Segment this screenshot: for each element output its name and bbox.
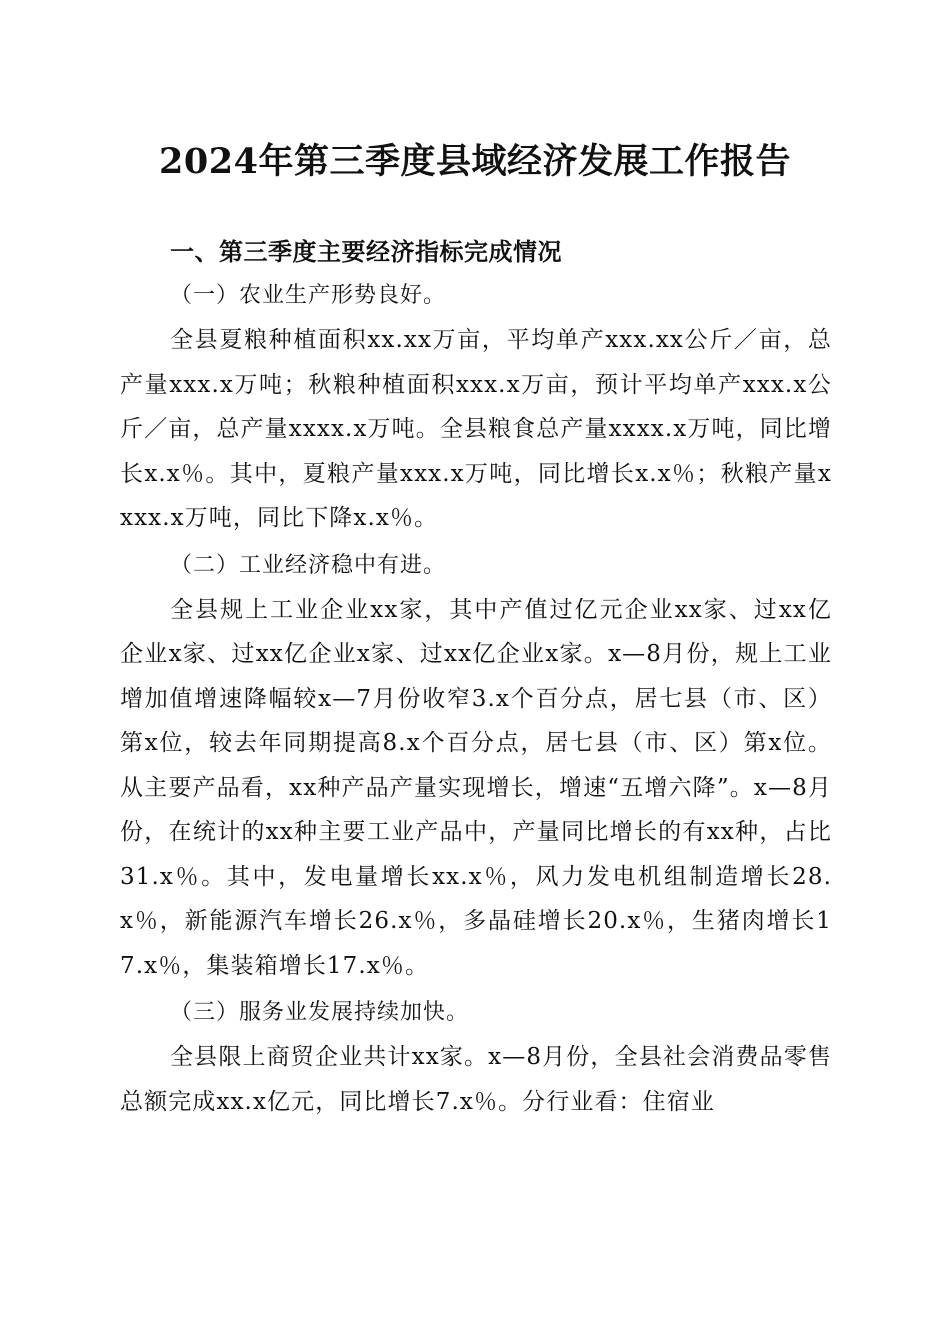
paragraph-agriculture: 全县夏粮种植面积xx.xx万亩，平均单产xxx.xx公斤／亩，总产量xxx.x万吨；秋粮种植面积xxx.x万亩，预计平均单产xxx.x公斤／亩，总产量xxxx.x万吨。全县粮食总产量xxxx.x万吨，同比增长x.x％。其中，夏粮产量xxx.x万吨，同比增长x.x％；秋粮产量xxxx.x万吨，同比下降x.x％。 xyxy=(120,327,832,531)
section-heading-1: 一、第三季度主要经济指标完成情况 xyxy=(170,238,562,266)
paragraph-services: 全县限上商贸企业共计xx家。x—8月份，全县社会消费品零售总额完成xx.x亿元，同比增长7.x％。分行业看：住宿业 xyxy=(120,1044,832,1115)
subsection-heading-agriculture: （一）农业生产形势良好。 xyxy=(170,283,447,308)
subsection-heading-services: （三）服务业发展持续加快。 xyxy=(170,1000,470,1025)
paragraph-industry: 全县规上工业企业xx家，其中产值过亿元企业xx家、过xx亿企业x家、过xx亿企业x家、过xx亿企业x家。x—8月份，规上工业增加值增速降幅较x—7月份收窄3.x个百分点，居七县（市、区）第x位，较去年同期提高8.x个百分点，居七县（市、区）第x位。从主要产品看，xx种产品产量实现增长，增速“五增六降”。x—8月份，在统计的xx种主要工业产品中，产量同比增长的有xx种，占比31.x％。其中，发电量增长xx.x％，风力发电机组制造增长28.x％，新能源汽车增长26.x％，多晶硅增长20.x％，生猪肉增长17.x％，集装箱增长17.x％。 xyxy=(120,596,832,979)
subsection-heading-industry: （二）工业经济稳中有进。 xyxy=(170,552,447,578)
document-body xyxy=(120,230,832,1124)
document-title: 2024年第三季度县域经济发展工作报告 xyxy=(159,141,791,182)
